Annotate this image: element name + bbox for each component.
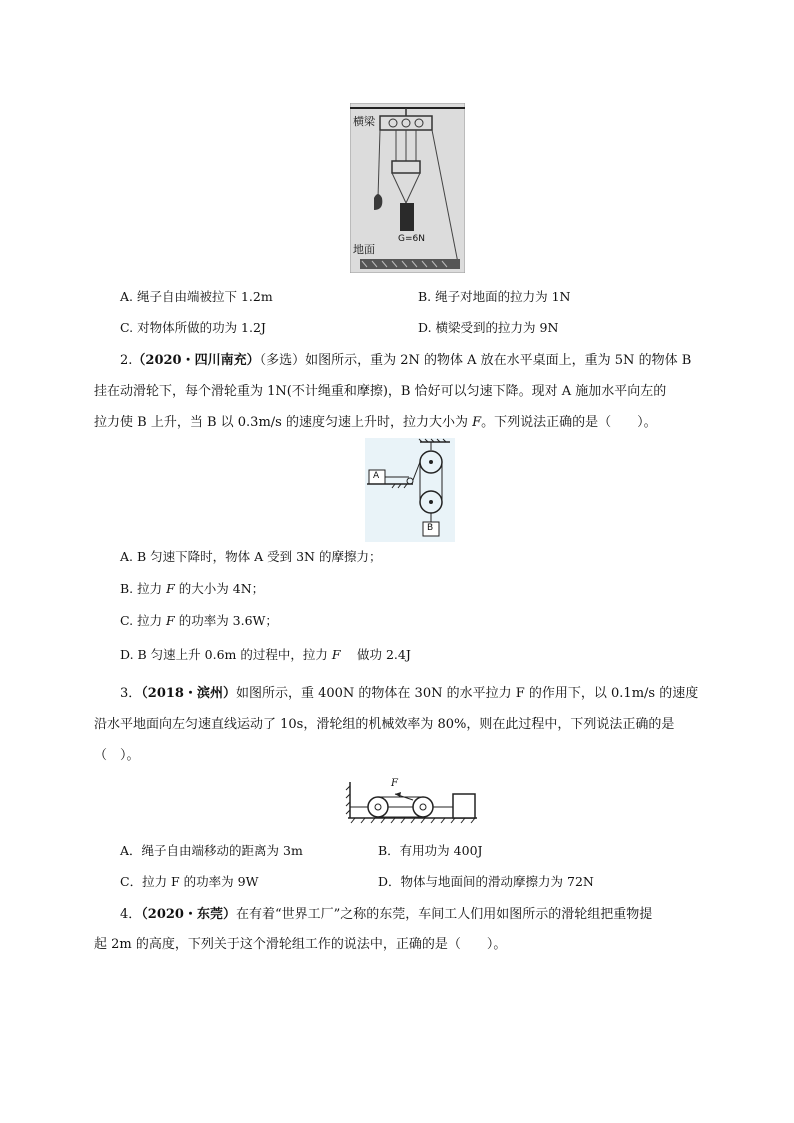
- q1-option-c: C. 对物体所做的功为 1.2J: [120, 320, 266, 335]
- q2-option-c: C. 拉力 F 的功率为 3.6W；: [120, 613, 278, 628]
- q3-number: 3．: [120, 686, 142, 701]
- q2-line1-text: （多选）如图所示，重为 2N 的物体 A 放在水平桌面上，重为 5N 的物体 B: [259, 353, 692, 368]
- ground-label: 地面: [353, 243, 375, 256]
- q3-line-2: 沿水平地面向左匀速直线运动了 10s，滑轮组的机械效率为 80%，则在此过程中，下列说法正确的是: [94, 717, 675, 732]
- q3-source: （2018・滨州）: [141, 686, 236, 701]
- weight-label: G=6N: [398, 234, 425, 244]
- q1-option-a: A. 绳子自由端被拉下 1.2m: [120, 289, 273, 304]
- q2-line-3: 拉力使 B 上升，当 B 以 0.3m/s 的速度匀速上升时，拉力大小为 F。下列说法正确的是（ ）。: [94, 415, 657, 430]
- q4-line1-text: 在有着“世界工厂”之称的东莞，车间工人们用如图所示的滑轮组把重物提: [235, 907, 653, 922]
- pulley-diagram-2: [365, 438, 455, 542]
- force-f-label: F: [391, 778, 398, 789]
- q4-source: （2020・东莞）: [141, 907, 236, 922]
- q3-line-3: （ ）。: [94, 748, 140, 763]
- q3-line1-text: 如图所示，重 400N 的物体在 30N 的水平拉力 F 的作用下，以 0.1m/s 的速度: [235, 686, 699, 701]
- q4-line-2: 起 2m 的高度，下列关于这个滑轮组工作的说法中，正确的是（ ）。: [94, 937, 507, 952]
- q2-source: （2020・四川南充）: [132, 353, 260, 368]
- q2-option-b: B. 拉力 F 的大小为 4N；: [120, 581, 265, 596]
- q4-number: 4．: [120, 907, 142, 922]
- q3-line-1: [120, 685, 698, 703]
- q1-option-b: B. 绳子对地面的拉力为 1N: [418, 289, 571, 304]
- pulley-photo-figure: [350, 103, 465, 273]
- q2-line-1: [120, 352, 691, 370]
- q1-option-d: D. 横梁受到的拉力为 9N: [418, 320, 559, 335]
- q3-option-b: B．有用功为 400J: [378, 843, 483, 858]
- beam-label: 横梁: [353, 115, 375, 128]
- q3-option-a: A．绳子自由端移动的距离为 3m: [120, 843, 303, 858]
- q2-option-a: A. B 匀速下降时，物体 A 受到 3N 的摩擦力；: [120, 549, 382, 564]
- q4-line-1: [120, 906, 652, 924]
- q2-option-d: D. B 匀速上升 0.6m 的过程中，拉力 F 做功 2.4J: [120, 647, 411, 662]
- pulley-diagram-3: [345, 778, 480, 826]
- pulley-diagram-2-svg: [365, 438, 455, 542]
- q2-line-2: 挂在动滑轮下，每个滑轮重为 1N(不计绳重和摩擦)，B 恰好可以匀速下降。现对 A 施加水平向左的: [94, 384, 667, 399]
- block-a-label: A: [373, 471, 380, 481]
- q3-option-d: D．物体与地面间的滑动摩擦力为 72N: [378, 874, 594, 889]
- pulley-diagram-3-svg: [345, 778, 480, 826]
- q2-number: 2.: [120, 353, 133, 368]
- block-b-label: B: [427, 523, 434, 533]
- q3-option-c: C．拉力 F 的功率为 9W: [120, 874, 259, 889]
